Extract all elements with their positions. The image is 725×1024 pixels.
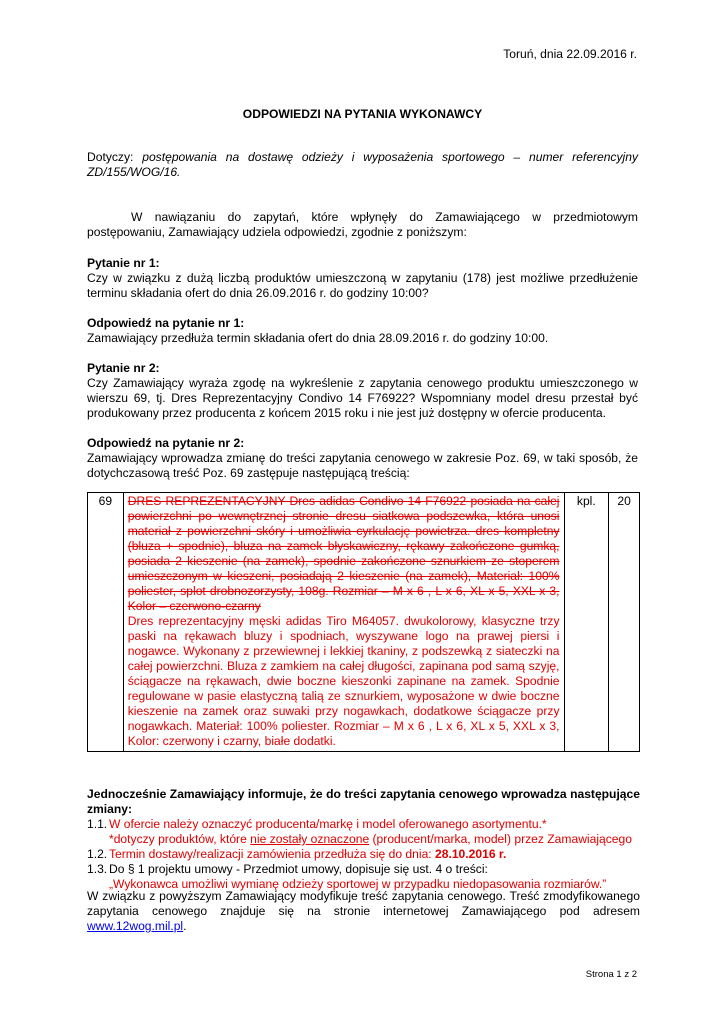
- new-description: Dres reprezentacyjny męski adidas Tiro M64057. dwukolorowy, klasyczne trzy paski na rękawach bluzy i spodniach, wyszywane logo na prawej piersi i nogawce. Wykonany z przewiewnej i lekkiej tkaniny, z podszewką z siateczki na całej powierzchni. Bluza z zamkiem na całej długości, zapinana pod samą szyję, ściągacze na rękawach, dwie boczne kieszonki zapinane na zamek. Spodnie regulowane w pasie elastyczną talią ze sznurkiem, wyposażone w dwie boczne kieszenie na zamek oraz suwaki przy nogawkach, dodatkowe ściągacze przy nogawkach. Materiał: 100% poliester. Rozmiar – M x 6 , L x 6, XL x 5, XXL x 3, Kolor: czerwony i czarny, białe dodatki.: [127, 614, 560, 748]
- closing-text: W związku z powyższym Zamawiający modyfikuje treść zapytania cenowego. Treść zmodyfikowanego zapytania cenowego znajduje się na stronie internetowej Zamawiającego pod adresem: [87, 889, 640, 918]
- change-item: [87, 862, 640, 877]
- answer-2-text: Zamawiający wprowadza zmianę do treści zapytania cenowego w zakresie Poz. 69, w taki sposób, że dotychczasową treść Poz. 69 zastępuje następującą treścią:: [87, 451, 638, 480]
- table-row: [88, 493, 640, 752]
- question-1-label: Pytanie nr 1:: [87, 256, 160, 270]
- subject-label: Dotyczy:: [87, 150, 134, 164]
- question-2-label: Pytanie nr 2:: [87, 361, 160, 375]
- answer-1-text: Zamawiający przedłuża termin składania ofert do dnia 28.09.2016 r. do godziny 10:00.: [87, 331, 549, 345]
- answer-1-label: Odpowiedź na pytanie nr 1:: [87, 316, 245, 330]
- closing-paragraph: [87, 889, 640, 934]
- subject-text: postępowania na dostawę odzieży i wyposażenia sportowego – numer referencyjny ZD/155/WOG/16.: [87, 150, 638, 179]
- subject-line: [87, 150, 638, 180]
- page-title: ODPOWIEDZI NA PYTANIA WYKONAWCY: [242, 107, 483, 121]
- change-note: [87, 832, 640, 847]
- change-number: 1.2.: [87, 847, 108, 861]
- intro-paragraph: W nawiązaniu do zapytań, które wpłynęły do Zamawiającego w przedmiotowym postępowaniu, Zamawiający udziela odpowiedzi, zgodnie z poniższym:: [87, 210, 638, 239]
- page-number: Strona 1 z 2: [585, 969, 637, 980]
- change-note-end: (producent/marka, model) przez Zamawiającego: [369, 832, 632, 846]
- row-description: [123, 493, 564, 752]
- changes-section: [87, 787, 640, 892]
- row-number: 69: [88, 493, 124, 752]
- change-text: Do § 1 projektu umowy - Przedmiot umowy, dopisuje się ust. 4 o treści:: [109, 862, 488, 876]
- change-note-start: *dotyczy produktów, które: [109, 832, 251, 846]
- answer-2-label: Odpowiedź na pytanie nr 2:: [87, 436, 245, 450]
- position-table: [87, 492, 640, 752]
- old-description: DRES REPREZENTACYJNY Dres adidas Condivo 14 F76922 posiada na całej powierzchni po wewnętrznej stronie dresu siatkowa podszewka, która unosi materiał z powierzchni skóry i umożliwia cyrkulację powietrza. dres kompletny (bluza + spodnie), bluza na zamek błyskawiczny, rękawy zakończone gumką, posiada 2 kieszenie (na zamek), spodnie zakończone sznurkiem ze stoperem umieszczonym w kieszeni, posiadają 2 kieszenie (na zamek), Materiał: 100% poliester, splot drobnozorzysty, 108g. Rozmiar – M x 6 , L x 6, XL x 5, XXL x 3, Kolor – czerwono-czarny: [127, 494, 560, 613]
- change-text-start: Termin dostawy/realizacji zamówienia przedłuża się do dnia:: [109, 847, 436, 861]
- row-quantity: 20: [609, 493, 640, 752]
- change-note-underlined: nie zostały oznaczone: [250, 832, 370, 846]
- change-item: [87, 817, 640, 832]
- document-date: Toruń, dnia 22.09.2016 r.: [503, 47, 637, 61]
- closing-period: .: [183, 919, 187, 933]
- change-date: 28.10.2016 r.: [435, 847, 507, 861]
- change-number: 1.3.: [87, 862, 108, 876]
- question-2-text: Czy Zamawiający wyraża zgodę na wykreślenie z zapytania cenowego produktu umieszczonego w wierszu 69, tj. Dres Reprezentacyjny Condivo 14 F76922? Wspomniany model dresu przestał być produkowany przez producenta z końcem 2015 roku i nie jest już dostępny w ofercie producenta.: [87, 376, 638, 420]
- change-item: [87, 847, 640, 862]
- change-text: W ofercie należy oznaczyć producenta/markę i model oferowanego asortymentu.*: [109, 817, 547, 831]
- change-number: 1.1.: [87, 817, 108, 831]
- question-1-text: Czy w związku z dużą liczbą produktów umieszczoną w zapytaniu (178) jest możliwe przedłużenie terminu składania ofert do dnia 26.09.2016 r. do godziny 10:00?: [87, 271, 638, 300]
- row-unit: kpl.: [564, 493, 609, 752]
- website-link[interactable]: www.12wog.mil.pl: [87, 919, 184, 933]
- changes-title: Jednocześnie Zamawiający informuje, że do treści zapytania cenowego wprowadza następujące zmiany:: [87, 787, 640, 816]
- change-quote: „Wykonawca umożliwi wymianę odzieży sportowej w przypadku niedopasowania rozmiarów.”: [109, 877, 607, 891]
- change-text: [109, 847, 640, 862]
